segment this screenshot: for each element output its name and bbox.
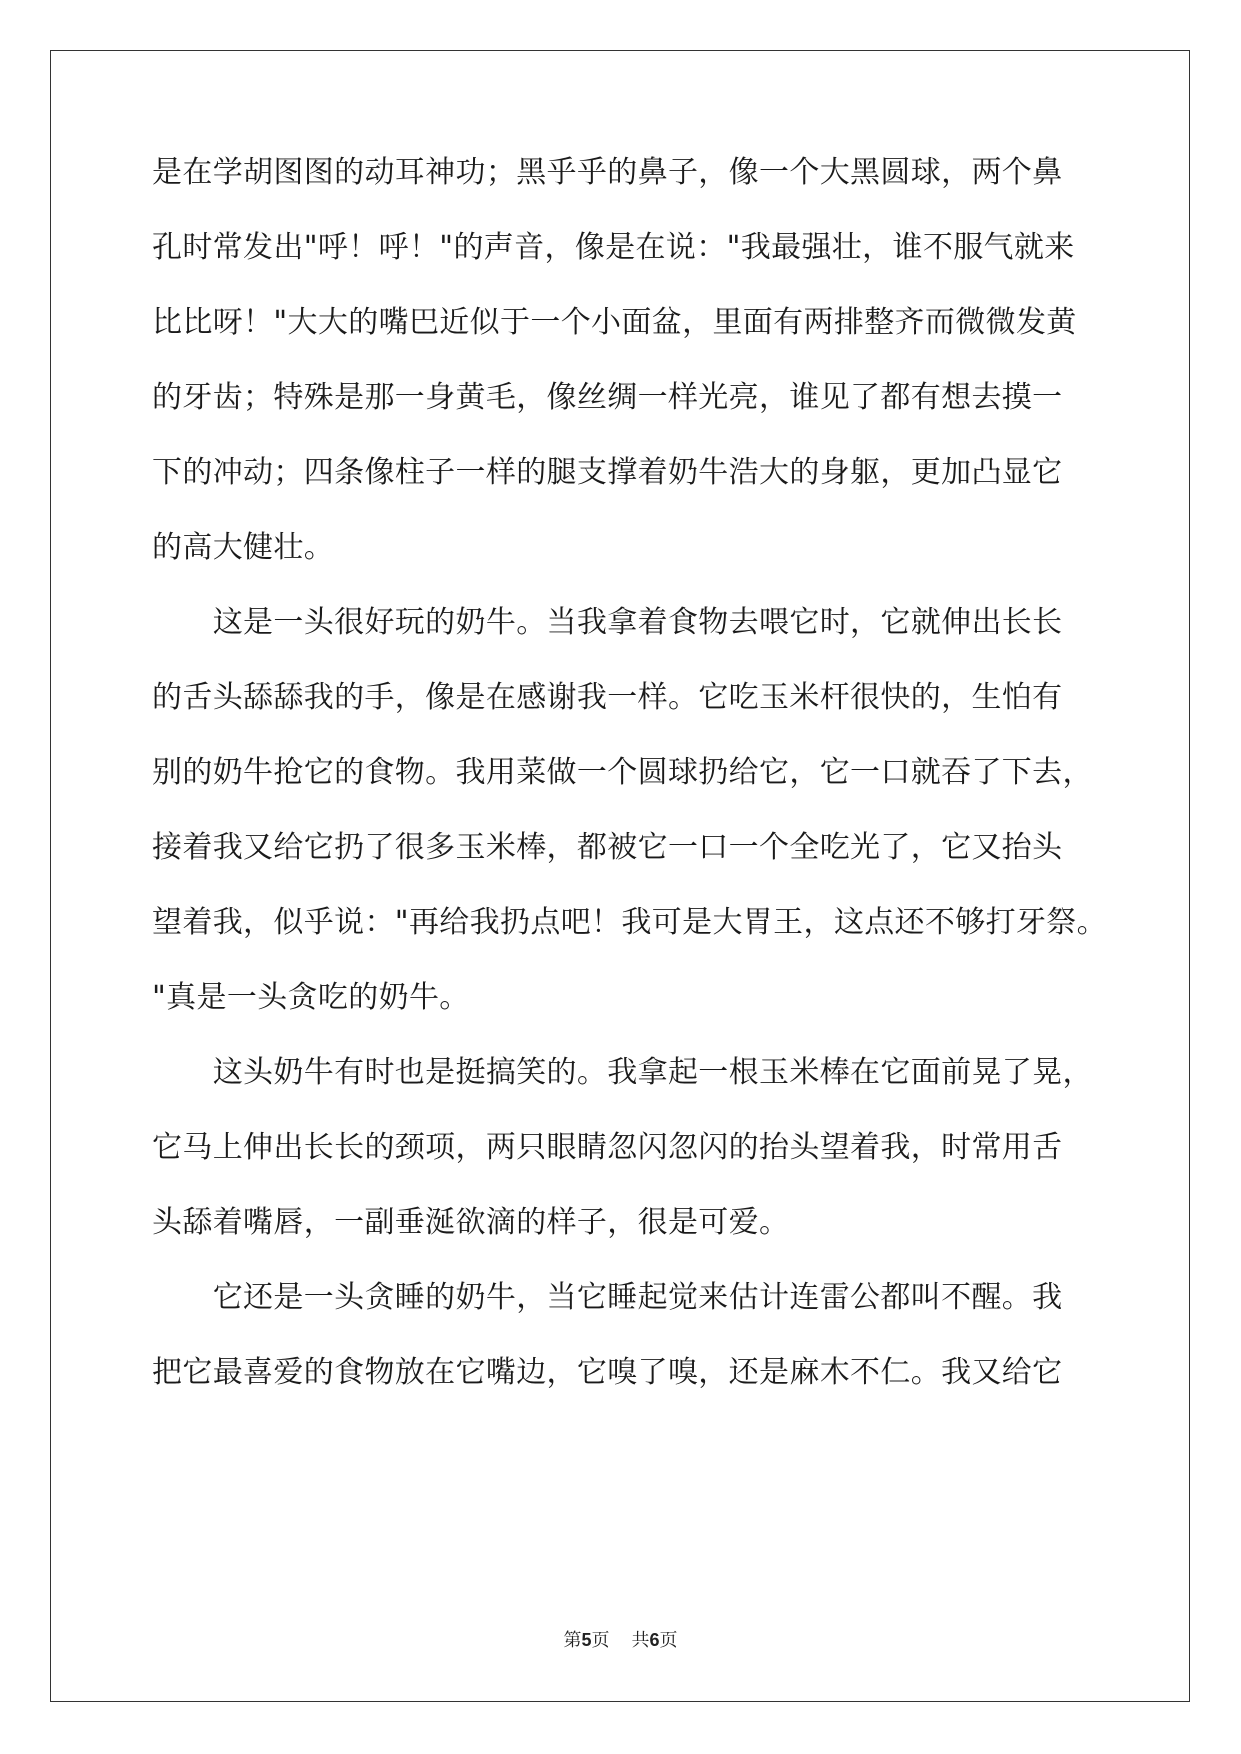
text-line: 它还是一头贪睡的奶牛，当它睡起觉来估计连雷公都叫不醒。我 xyxy=(152,1280,1063,1315)
total-pages: 6 xyxy=(649,1630,660,1650)
text-line: 下的冲动；四条像柱子一样的腿支撑着奶牛浩大的身躯，更加凸显它 xyxy=(152,455,1063,490)
text-line: 的高大健壮。 xyxy=(152,530,335,565)
text-line: 是在学胡图图的动耳神功；黑乎乎的鼻子，像一个大黑圆球，两个鼻 xyxy=(152,155,1063,190)
text-line: 头舔着嘴唇，一副垂涎欲滴的样子，很是可爱。 xyxy=(152,1205,790,1240)
text-line: "真是一头贪吃的奶牛。 xyxy=(152,980,470,1015)
text-line: 这头奶牛有时也是挺搞笑的。我拿起一根玉米棒在它面前晃了晃， xyxy=(152,1055,1093,1090)
text-line: 接着我又给它扔了很多玉米棒，都被它一口一个全吃光了，它又抬头 xyxy=(152,830,1063,865)
text-line: 别的奶牛抢它的食物。我用菜做一个圆球扔给它，它一口就吞了下去， xyxy=(152,755,1093,790)
text-line: 这是一头很好玩的奶牛。当我拿着食物去喂它时，它就伸出长长 xyxy=(152,605,1063,640)
text-line: 把它最喜爱的食物放在它嘴边，它嗅了嗅，还是麻木不仁。我又给它 xyxy=(152,1355,1063,1390)
page-footer xyxy=(0,1626,1241,1652)
text-line: 望着我，似乎说："再给我扔点吧！我可是大胃王，这点还不够打牙祭。 xyxy=(152,905,1107,940)
text-line: 孔时常发出"呼！呼！"的声音，像是在说："我最强壮，谁不服气就来 xyxy=(152,230,1075,265)
page-number: 5 xyxy=(581,1630,592,1650)
text-line: 的舌头舔舔我的手，像是在感谢我一样。它吃玉米杆很快的，生怕有 xyxy=(152,680,1063,715)
total-prefix: 共 xyxy=(631,1630,650,1651)
page-label: 页 xyxy=(591,1630,610,1651)
text-line: 它马上伸出长长的颈项，两只眼睛忽闪忽闪的抬头望着我，时常用舌 xyxy=(152,1130,1063,1165)
footer-prefix: 第 xyxy=(563,1630,582,1651)
page-border xyxy=(50,50,1190,1702)
text-line: 的牙齿；特殊是那一身黄毛，像丝绸一样光亮，谁见了都有想去摸一 xyxy=(152,380,1063,415)
total-label: 页 xyxy=(659,1630,678,1651)
text-line: 比比呀！"大大的嘴巴近似于一个小面盆，里面有两排整齐而微微发黄 xyxy=(152,305,1077,340)
